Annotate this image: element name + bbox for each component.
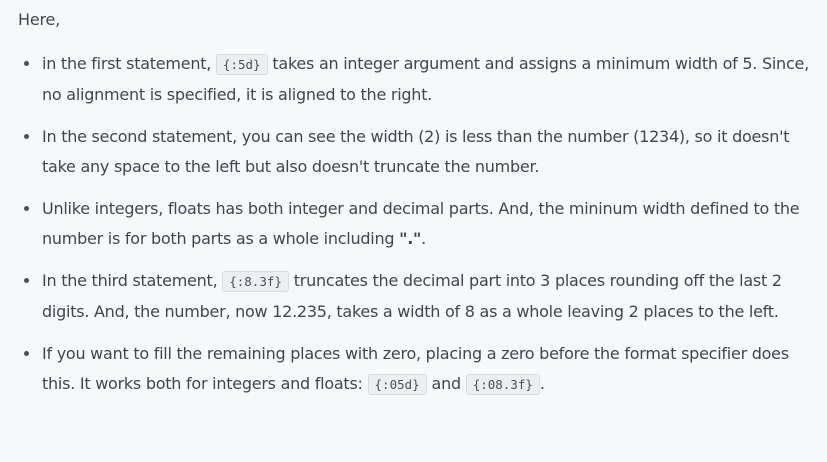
bullet-dot-icon <box>24 351 29 356</box>
item-text: . <box>539 374 545 393</box>
bullet-dot-icon <box>24 134 29 139</box>
bullet-dot-icon <box>24 206 29 211</box>
intro-text: Here, <box>18 10 61 29</box>
inline-code: {:08.3f} <box>466 374 540 395</box>
inline-code: {:05d} <box>368 374 427 395</box>
explanation-list <box>18 49 811 400</box>
list-item <box>18 266 811 327</box>
list-item <box>18 339 811 400</box>
item-text: In the third statement, <box>42 271 223 290</box>
quoted-period: "." <box>399 229 422 248</box>
item-text: in the first statement, <box>42 54 216 73</box>
bullet-dot-icon <box>24 61 29 66</box>
item-text: Unlike integers, floats has both integer and decimal parts. And, the mininum width defined to the number is for both parts as a whole including <box>42 199 800 248</box>
inline-code: {:8.3f} <box>222 271 289 292</box>
item-text: and <box>426 374 466 393</box>
list-item <box>18 194 811 254</box>
inline-code: {:5d} <box>216 54 268 75</box>
item-text: truncates the decimal part into 3 places rounding off the last 2 digits. And, the number, now 12.235, takes a width of 8 as a whole leaving 2 places to the left. <box>42 271 782 321</box>
item-text: . <box>421 229 426 248</box>
item-text: takes an integer argument and assigns a minimum width of 5. Since, no alignment is specified, it is aligned to the right. <box>42 54 809 104</box>
list-item <box>18 49 811 110</box>
item-text: In the second statement, you can see the width (2) is less than the number (1234), so it doesn't take any space to the left but also doesn't truncate the number. <box>42 127 790 176</box>
item-text: If you want to fill the remaining places with zero, placing a zero before the format specifier does this. It works both for integers and floats: <box>42 344 789 393</box>
list-item <box>18 122 811 182</box>
bullet-dot-icon <box>24 278 29 283</box>
